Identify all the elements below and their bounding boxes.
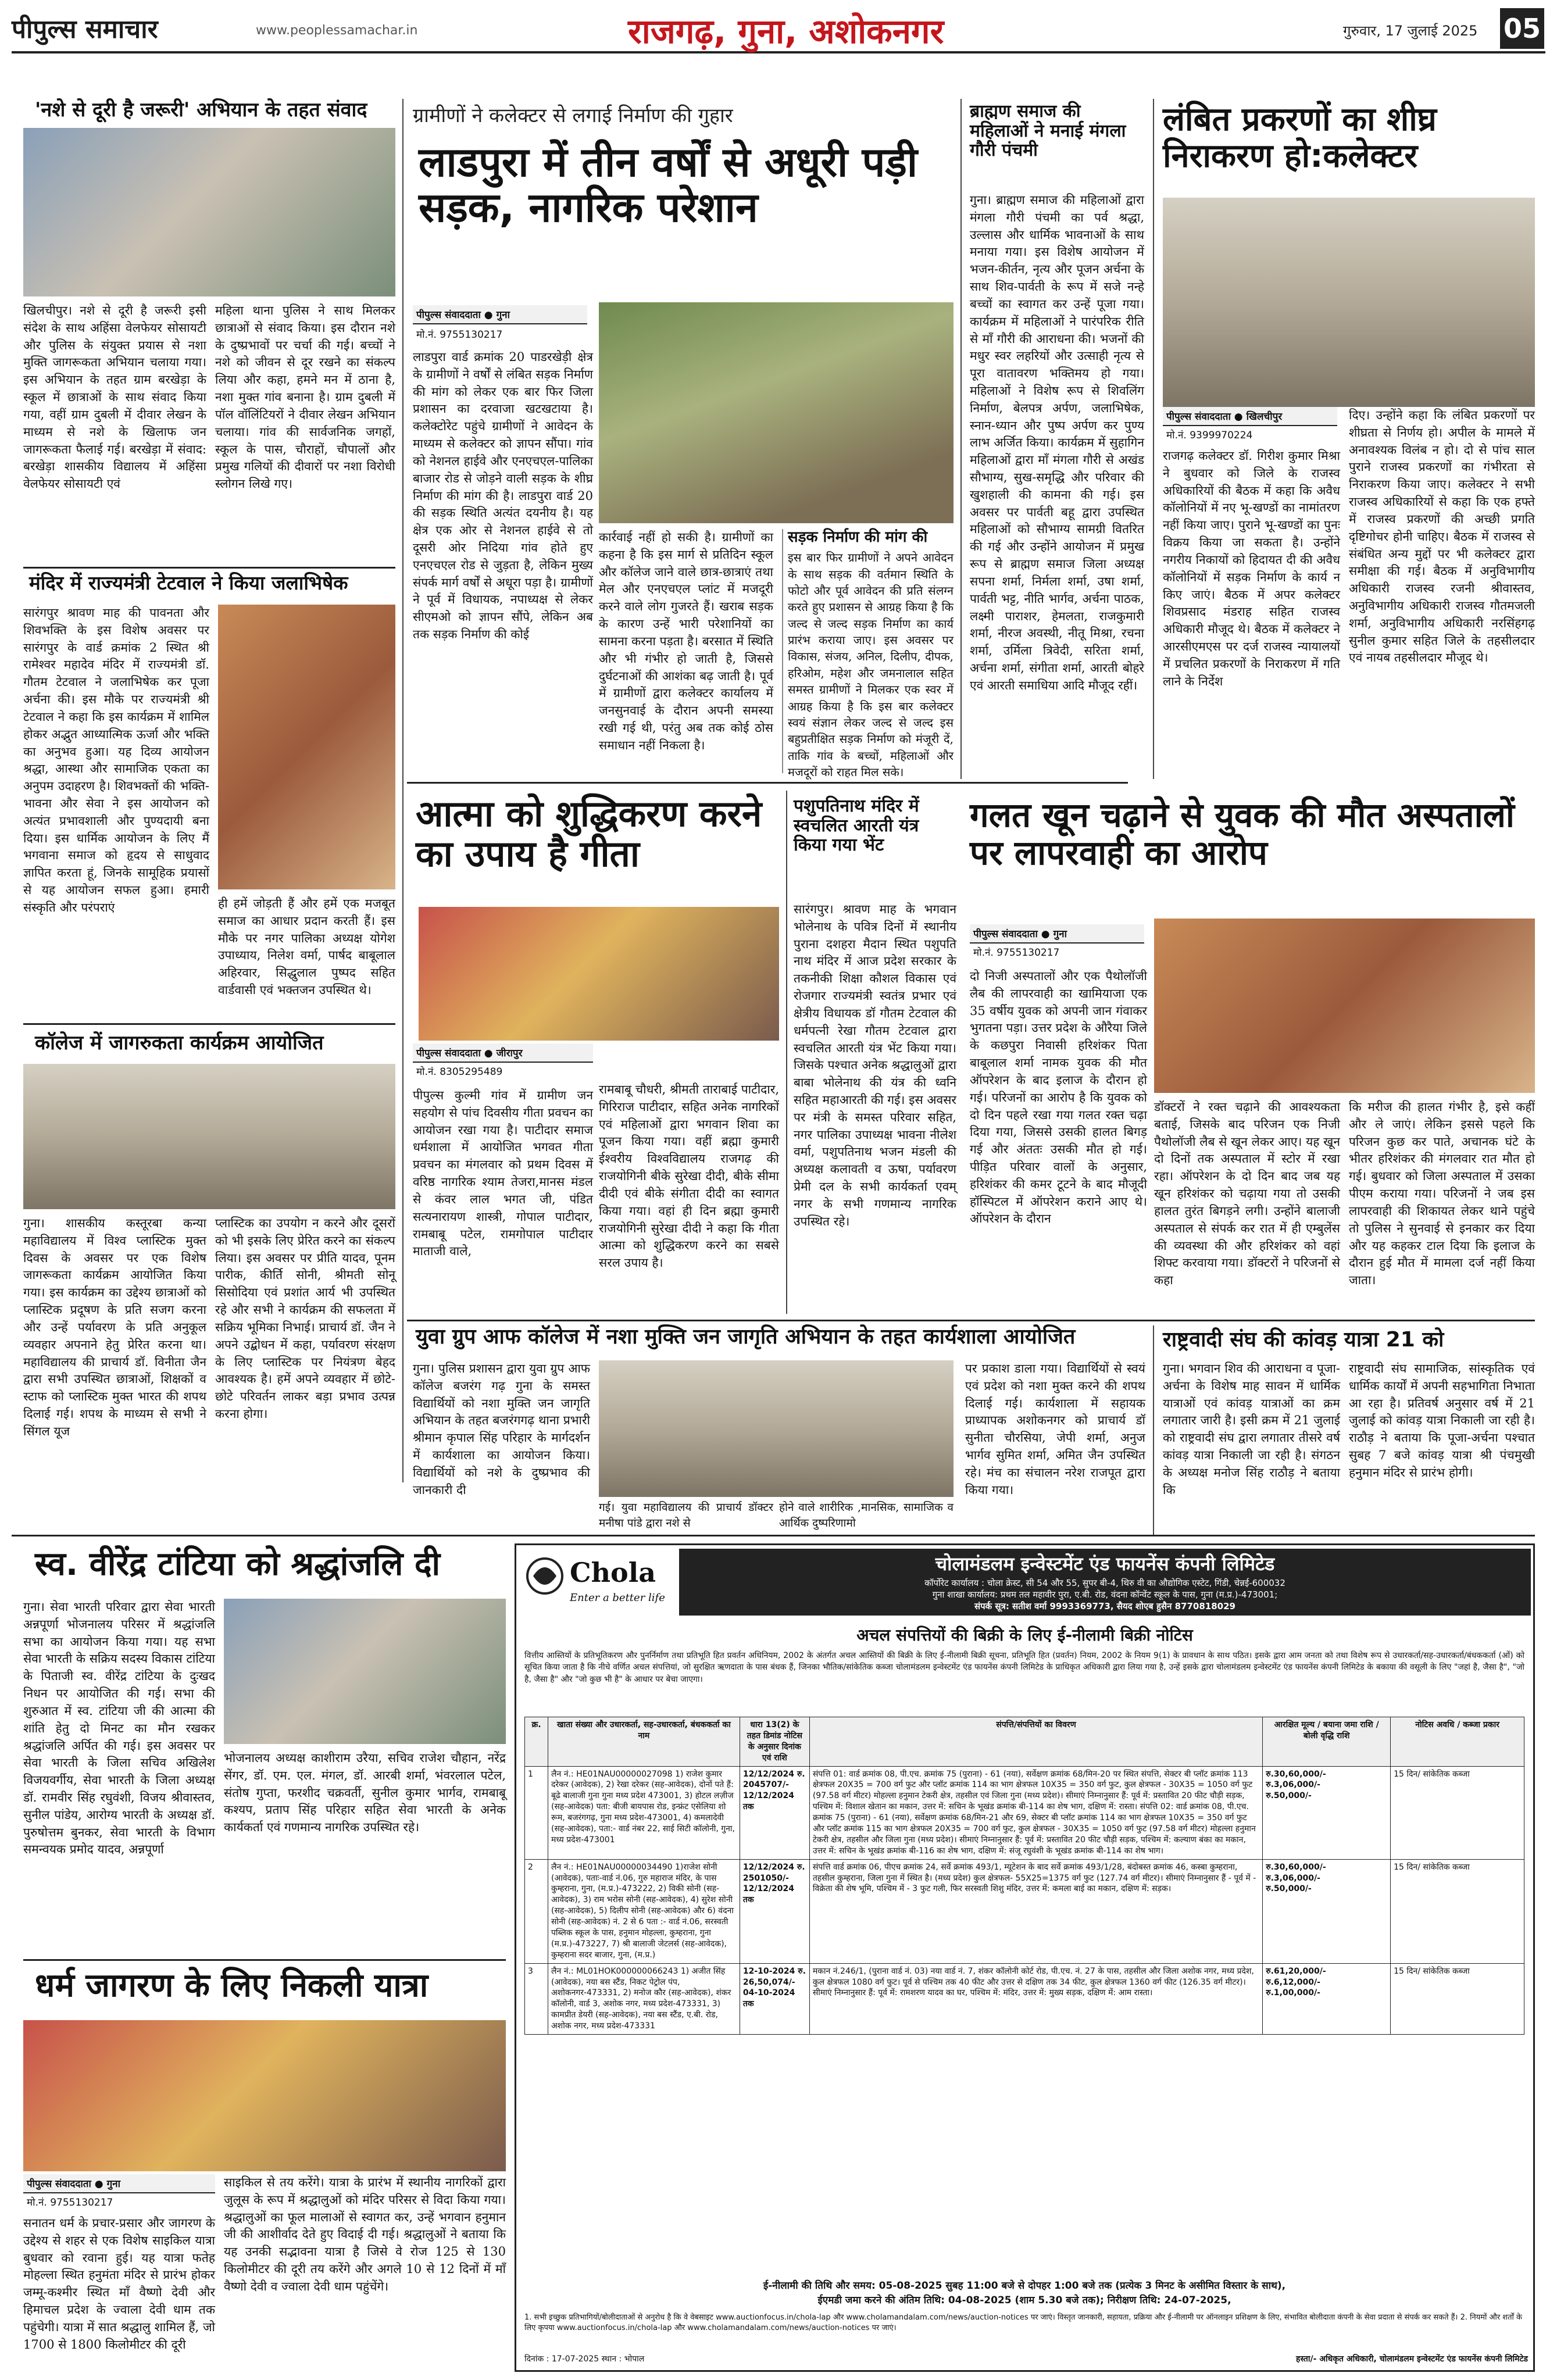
column-divider [402, 99, 403, 1482]
row-period: 15 दिन/ सांकेतिक कब्जा [1391, 1963, 1524, 2034]
emd-date-line: ईएमडी जमा करने की अंतिम तिथि: 04-08-2025 (शाम 5.30 बजे तक); निरीक्षण तिथि: 24-07-2025, [817, 2294, 1231, 2306]
story4-byline: पीपुल्स संवाददाता ● गुना [413, 305, 587, 324]
story12-col2: भोजनालय अध्यक्ष काशीराम उरैया, सचिव राजेश चौहान, नरेंद्र सेंगर, डॉ. एम. एल. मंगल, डॉ. आरबी शर्मा, भंवरलाल पटेल, संतोष गुप्ता, फरशीद चक्रवर्ती, सुनील कुमार भार्गव, रामबाबू कश्यप, प्रताप सिंह परिहार सहित सेवा भारती के अनेक कार्यकर्ता एवं गणमान्य नागरिक उपस्थित रहे। [224, 1751, 506, 1835]
row-reserve [1263, 1766, 1391, 1859]
column-divider [786, 791, 787, 1314]
story12-headline: स्व. वीरेंद्र टांटिया को श्रद्धांजलि दी [35, 1545, 441, 1583]
story1-headline: 'नशे से दूरी है जरूरी' अभियान के तहत संवाद [35, 98, 367, 121]
story4-box-text: इस बार फिर ग्रामीणों ने अपने आवेदन के साथ सड़क की वर्तमान स्थिति के फोटो और पूर्व आवेदन की प्रति संलग्न करते हुए प्रशासन से आग्रह किया है कि जल्द से जल्द सड़क निर्माण का कार्य प्रारंभ कराया जाए। इस अवसर पर विकास, संजय, अनिल, दिलीप, दीपक, हरिओम, महेश और जमनालाल सहित समस्त ग्रामीणों ने मिलकर एक स्वर में आग्रह किया है कि इस बार कलेक्टर स्वयं संज्ञान लेकर जल्द से जल्द इस बहुप्रतीक्षित सड़क निर्माण को मंजूरी दें, ताकि गांव के बच्चों, महिलाओं और मजदूरों को राहत मिल सके। [788, 551, 954, 780]
story1-col1: खिलचीपुर। नशे से दूरी है जरूरी इसी संदेश के साथ अहिंसा वेलफेयर सोसायटी और पुलिस के संयुक्त प्रयास से नशा मुक्ति जागरूकता अभियान चलाया गया। इस अभियान के तहत ग्राम बरखेड़ा के स्कूल में छात्राओं के साथ संवाद किया गया, वहीं ग्राम दुबली में दीवार लेखन के माध्यम से नशे के खिलाफ जन जागरूकता फैलाई गई। बरखेड़ा में संवाद: बरखेड़ा शासकीय विद्यालय में अहिंसा वेलफेयर सोसायटी एवं [23, 303, 206, 491]
story8-headline: पशुपतिनाथ मंदिर में स्वचलित आरती यंत्र किया गया भेंट [794, 796, 919, 856]
story7-mobile: मो.नं. 8305295489 [416, 1066, 503, 1078]
story10-caption2: होने वाले शारीरिक ,मानसिक, सामाजिक व आर्थिक दुष्परिणामो [779, 1501, 954, 1530]
header-borrower: खाता संख्या और उधारकर्ता, सह-उधारकर्ता, बंधककर्ता का नाम [548, 1717, 740, 1767]
story9-col3: कि मरीज की हालत गंभीर है, इसे कहीं और ले जाएं। लेकिन इससे पहले कि परिजन कुछ कर पाते, अचानक घंटे के भीतर हरिशंकर की मंगलवार रात मौत हो गई। बुधवार को जिला अस्पताल में उसका पीएम कराया गया। परिजनों ने जब इस लापरवाही की शिकायत लेकर थाने पहुंचे तो पुलिस ने सुनवाई से इनकार कर दिया और यह कहकर टाल दिया कि इलाज के दौरान हुई मौत में मामला दर्ज नहीं किया जाता। [1349, 1100, 1535, 1288]
story9-col2: डॉक्टरों ने रक्त चढ़ाने की आवश्यकता बताई, जिसके बाद परिजन एक निजी पैथोलॉजी लैब से खून लेकर आए। यह खून दो दिनों तक अस्पताल में स्टोर में रखा रहा। ऑपरेशन के दो दिन बाद जब यह खून हरिशंकर को चढ़ाया गया तो उसकी हालत तुरंत बिगड़ने लगी। उन्होंने बालाजी अस्पताल से संपर्क कर रात में ही एम्बुलेंस की व्यवस्था की और हरिशंकर को वहां शिफ्ट करवाया गया। डॉक्टरों ने परिजनों से कहा [1154, 1100, 1340, 1288]
page-number: 05 [1500, 8, 1544, 49]
story4-mobile: मो.नं. 9755130217 [416, 329, 503, 341]
row-reserve [1263, 1963, 1391, 2034]
story10-col1: गुना। पुलिस प्रशासन द्वारा युवा ग्रुप आफ कॉलेज बजरंग गढ़ गुना के समस्त विद्यार्थियों को नशा मुक्ति जन जागृति अभियान के तहत बजरंगगढ़ थाना प्रभारी श्रीमान कृपाल सिंह परिहार के मार्गदर्शन में कार्यशाला का आयोजन किया। विद्यार्थियों को नशे के दुष्प्रभाव की जानकारी दी [413, 1361, 590, 1497]
row-reserve [1263, 1859, 1391, 1963]
notice-footer-place: दिनांक : 17-07-2025 स्थान : भोपाल [524, 2354, 645, 2364]
table-row [525, 1766, 1524, 1859]
story4-headline: लाडपुरा में तीन वर्षों से अधूरी पड़ी सड़क, नागरिक परेशान [419, 138, 917, 232]
story1-col2: महिला थाना पुलिस ने साथ मिलकर छात्राओं से संवाद किया। इस दौरान नशे के दुष्प्रभावों पर चर्चा की गई। बच्चों ने नशे को जीवन से दूर रखने का संकल्प लिया और कहा, हमने मन में ठाना है, नशा मुक्त गांव बनाना है। ग्राम दुबली में पॉल वॉलिंटियरों ने दीवार लेखन अभियान चलाया। गांव की सार्वजनिक जगहों, स्कूल के पास, चौराहों, चौपालों और प्रमुख गलियों की दीवारों पर नशा विरोधी स्लोगन लिखे गए। [215, 303, 395, 491]
paper-logo: पीपुल्स समाचार [12, 15, 158, 44]
chola-reg-office: कॉर्पोरेट कार्यालय : चोला क्रेस्ट, सी 54 और 55, सुपर बी-4, थिरु वी का औद्योगिक एस्टेट, गिंडी, चेन्नई-600032 [924, 1578, 1285, 1588]
notice-terms: 1. सभी इच्छुक प्रतिभागियों/बोलीदाताओं से अनुरोध है कि वे वेबसाइट www.auctionfocus.in/chola-lap और www.cholamandalam.com/news/auction-notices पर जाएं। विस्तृत जानकारी, सहायता, प्रक्रिया और ई-नीलामी पर ऑनलाइन प्रशिक्षण के लिए, संभावित बोलीदाता कंपनी के सेवा प्रदाता से संपर्क कर सकते हैं। 2. नियमों और शर्तों के लिए कृपया www.auctionfocus.in/chola-lap और www.cholamandalam.com/news/auction-notices पर जाएं। [524, 2313, 1523, 2333]
story11-col2: राष्ट्रवादी संघ सामाजिक, सांस्कृतिक एवं धार्मिक कार्यों में अपनी सहभागिता निभाता आ रहा है। प्रतिवर्ष अनुसार वर्ष में 21 जुलाई को कांवड़ यात्रा निकाली जा रही है। राठौड़ ने बताया कि पूजा-अर्चना पश्चात सुबह 7 बजे कांवड़ यात्रा श्री पंचमुखी हनुमान मंदिर से प्रारंभ होगी। [1349, 1361, 1535, 1480]
issue-date: गुरुवार, 17 जुलाई 2025 [1343, 23, 1478, 39]
earnest-money: रु.3,06,000/- [1266, 1780, 1320, 1790]
story9-headline: गलत खून चढ़ाने से युवक की मौत अस्पतालों पर लापरवाही का आरोप [970, 795, 1515, 873]
story9-byline: पीपुल्स संवाददाता ● गुना [970, 924, 1144, 944]
row-demand: 12/12/2024 रु. 2045707/- 12/12/2024 तक [740, 1766, 809, 1859]
story13-headline: धर्म जागरण के लिए निकली यात्रा [35, 1967, 428, 2004]
story7-photo [419, 907, 779, 1041]
column-divider [960, 99, 962, 779]
story3-col1: गुना। शासकीय कस्तूरबा कन्या महाविद्यालय में विश्व प्लास्टिक मुक्त दिवस के अवसर पर एक विशेष जागरूकता कार्यक्रम आयोजित किया गया। इस कार्यक्रम का उद्देश्य छात्राओं को प्लास्टिक प्रदूषण के प्रति सजग करना और उन्हें पर्यावरण के प्रति अनुकूल व्यवहार अपनाने हेतु प्रेरित करना था। महाविद्यालय की प्राचार्य डॉ. विनीता जैन द्वारा सभी उपस्थित छात्राओं, शिक्षकों व स्टाफ को प्लास्टिक मुक्त भारत की शपथ दिलाई गई। शपथ के माध्यम से सभी ने सिंगल यूज [23, 1216, 206, 1438]
divider [23, 1023, 395, 1025]
story3-headline: कॉलेज में जागरुकता कार्यक्रम आयोजित [35, 1031, 324, 1055]
notice-table-wrap [524, 1717, 1524, 2275]
chola-company-name: चोलामंडलम इन्वेस्टमेंट एंड फायनेंस कंपनी लिमिटेड [935, 1553, 1275, 1575]
story10-headline: युवा ग्रुप आफ कॉलेज में नशा मुक्ति जन जागृति अभियान के तहत कार्यशाला आयोजित [416, 1325, 1076, 1349]
chola-brand: Chola [570, 1557, 656, 1588]
row-property: संपत्ति वार्ड क्रमांक 06, पीएच क्रमांक 24, सर्वे क्रमांक 493/1, म्यूटेशन के बाद सर्वे क्रमांक 493/1/28, बंदोबस्त क्रमांक 46, कस्बा कुम्हराना, तहसील कुम्हराना, जिला गुना में स्थित है। (मध्य प्रदेश) कुल क्षेत्रफल- 55X25=1375 वर्ग फुट (127.74 वर्ग मीटर)। सीमाएं निम्नानुसार हैं - पूर्व में - विक्रेता की शेष भूमि, पश्चिम में - 3 फुट गली, फिर सरस्वती शिशु मंदिर, उत्तर में: कमला बाई का मकान, दक्षिण में: सड़क। [809, 1859, 1262, 1963]
story4-box [782, 528, 954, 780]
row-period: 15 दिन/ सांकेतिक कब्जा [1391, 1859, 1524, 1963]
story13-byline: पीपुल्स संवाददाता ● गुना [23, 2174, 215, 2193]
notice-header-row [525, 1717, 1524, 1767]
story7-col2: रामबाबू चौधरी, श्रीमती ताराबाई पाटीदार, गिरिराज पाटीदार, सहित अनेक नागरिकों एवं महिलाओं द्वारा भगवान शिवा का पूजन किया गया। वहीं ब्रह्मा कुमारी ईश्वरीय विश्वविद्यालय राजगढ़ की राजयोगिनी बीके सुरेखा दीदी, बीके सीमा दीदी एवं बीके संगीता दीदी का स्वागत किया गया। वहां ही दिन ब्रह्मा कुमारी राजयोगिनी सुरेखा दीदी ने कहा कि गीता आत्मा को शुद्धिकरण करने का सबसे सरल उपाय है। [599, 1082, 779, 1270]
chola-advertisement [515, 1543, 1535, 2372]
story5-text: गुना। ब्राह्मण समाज की महिलाओं द्वारा मंगला गौरी पंचमी का पर्व श्रद्धा, उल्लास और धार्मिक भावनाओं के साथ मनाया गया। इस विशेष आयोजन में भजन-कीर्तन, नृत्य और पूजन अर्चना के साथ शिव-पार्वती के रूप में सजे नन्हे बच्चों का स्वागत कर उन्हें पूजा गया। कार्यक्रम में महिलाओं ने पारंपरिक रीति से माँ गौरी की आराधना की। भजनों की मधुर स्वर लहरियों और उत्साही नृत्य से पूरा वातावरण भक्तिमय हो गया। महिलाओं ने विशेष रूप से शिवलिंग निर्माण, बेलपत्र अर्पण, जलाभिषेक, स्नान-ध्यान और पुष्प अर्पण कर पुण्य लाभ अर्जित किया। कार्यक्रम में सुहागिन महिलाओं द्वारा माँ मंगला गौरी से अखंड सौभाग्य, सुख-समृद्धि और परिवार की खुशहाली की कामना की गई। इस अवसर पर पार्वती बहू द्वारा उपस्थित महिलाओं को सौभाग्य सामग्री वितरित की गई और उन्होंने आयोजन में प्रमुख रूप से ब्राह्मण समाज जिला अध्यक्ष सपना शर्मा, निर्मला शर्मा, उषा शर्मा, पार्वती भट्ट, नीति भार्गव, अर्चना पाठक, लक्ष्मी पाराशर, हेमलता, राजकुमारी शर्मा, नीरज अवस्थी, नीतू मिश्रा, रचना शर्मा, उर्मिला त्रिवेदी, सरिता शर्मा, अर्चना शर्मा, संगीता शर्मा, आरती बोहरे एवं आरती समाधिया आदि मौजूद रहीं। [970, 193, 1144, 692]
story2-headline: मंदिर में राज्यमंत्री टेटवाल ने किया जलाभिषेक [29, 571, 348, 594]
reserve-price: रु.30,60,000/- [1266, 1862, 1326, 1872]
chola-branch: गुना शाखा कार्यालय: प्रथम तल महावीर पुरा, ए.बी. रोड, वंदना कॉन्वेंट स्कूल के पास, गुना (म.प्र.)-473001; [932, 1589, 1278, 1600]
bid-increment: रु.50,000/- [1266, 1791, 1312, 1801]
row-borrower: लैन नं.: HE01NAU00000027098 1) राजेश कुमार दरेकर (आवेदक), 2) रेखा दरेकर (सह-आवेदक), दोनों पते हैं: बूढे बालाजी गुना गुना मध्य प्रदेश 473001, 3) होटल लज़ीज (सह-आवेदक) पता: बीजी बायपास रोड, इन्फ्रंट एसेलिया शो रूम, बजरंगगढ़, गुना मध्य प्रदेश-473001, 4) कमलादेवी (सह-आवेदक), पता:- वार्ड नंबर 22, साई सिटी कॉलोनी, गुना, मध्य प्रदेश-473001 [548, 1766, 740, 1859]
story8-text: सारंगपुर। श्रावण माह के भगवान भोलेनाथ के पवित्र दिनों में स्थानीय पुराना दशहरा मैदान स्थित पशुपति नाथ मंदिर में आज प्रदेश सरकार के तकनीकी शिक्षा कौशल विकास एवं रोजगार राज्यमंत्री स्वतंत्र प्रभार एवं क्षेत्रीय विधायक डॉ गौतम टेटवाल की धर्मपत्नी रेखा गौतम टेटवाल द्वारा स्वचलित आरती यंत्र भेंट किया गया। जिसके पश्चात अनेक श्रद्धालुओं द्वारा बाबा भोलेनाथ की यंत्र की ध्वनि सहित महाआरती की गई। इस अवसर पर मंत्री के समस्त परिवार सहित, नगर पालिका उपाध्यक्ष भावना नीलेश वर्मा, पशुपतिनाथ भजन मंडली की अध्यक्ष कलावती व ऊषा, पर्यावरण प्रेमी दल के सभी कार्यकर्ता एवम् नगर के सभी गणमान्य नागरिक उपस्थित रहे। [794, 902, 956, 1228]
row-borrower: लैन नं.: HE01NAU00000034490 1)राजेश सोनी (आवेदक), पताः-वार्ड नं.06, गुरु महाराज मंदिर, के पास कुम्हराना, गुना, (म.प्र.)-473222, 2) विकी सोनी (सह-आवेदक), 3) राम भरोस सोनी (सह-आवेदक), 4) सुरेश सोनी (सह-आवेदक), 5) दिलीप सोनी (सह-आवेदक) और 6) वंदना सोनी (सह-आवेदक) नं. 2 से 6 पता :- वार्ड नं.06, सरस्वती पब्लिक स्कूल के पास, हनुमान मोहल्ला, कुम्हराना, गुना (म.प्र.)-473227, 7) श्री बालाजी जेटलर्स (सह-आवेदक), कुम्हराना सदर बाजार, गुना, (म.प्र.) [548, 1859, 740, 1963]
row-demand: 12-10-2024 रु. 26,50,074/- 04-10-2024 तक [740, 1963, 809, 2034]
row-period: 15 दिन/ सांकेतिक कब्जा [1391, 1766, 1524, 1859]
story6-byline: पीपुल्स संवाददाता ● खिलचीपुर [1163, 407, 1337, 426]
story9-photo [1154, 919, 1535, 1093]
story12-col1: गुना। सेवा भारती परिवार द्वारा सेवा भारती अन्नपूर्णा भोजनालय परिसर में श्रद्धांजलि सभा का आयोजन किया गया। यह सभा सेवा भारती के सक्रिय सदस्य विकास टांटिया के पिताजी स्व. वीरेंद्र टांटिया के दुःखद निधन पर आयोजित की गई। सभा की शुरुआत में स्व. टांटिया जी की आत्मा की शांति हेतु दो मिनट का मौन रखकर श्रद्धांजलि अर्पित की गई। इस अवसर पर सेवा भारती के जिला सचिव अखिलेश विजयवर्गीय, सेवा भारती के जिला अध्यक्ष डॉ. रामवीर सिंह रघुवंशी, विजय श्रीवास्तव, सुनील पांडेय, आरोग्य भारती के अध्यक्ष डॉ. पुरुषोत्तम बुनकर, सेवा भारती के विभाग समन्वयक प्रमोद यादव, अन्नपूर्णा [23, 1600, 215, 1857]
story6-headline: लंबित प्रकरणों का शीघ्र निराकरण हो:कलेक्टर [1163, 101, 1437, 175]
auction-date-line: ई-नीलामी की तिथि और समय: 05-08-2025 सुबह 11:00 बजे से दोपहर 1:00 बजे तक (प्रत्येक 3 मिनट के असीमित विस्तार के साथ), [763, 2280, 1286, 2292]
story3-photo [23, 1064, 395, 1209]
row-property: मकान नं.246/1, (पुराना वार्ड नं. 03) नया वार्ड नं. 7, शंकर कॉलोनी कोर्ट रोड, पी.एच. नं. 27 के पास, तहसील और जिला अशोक नगर, मध्य प्रदेश, कुल क्षेत्रफल 1080 वर्ग फुट। पूर्व से पश्चिम तक 40 फीट और उत्तर से दक्षिण तक 34 फीट, कुल क्षेत्रफल 1360 वर्ग फीट (126.35 वर्ग मीटर)। सीमाएं निम्नानुसार हैं: पूर्व में: रामशरण यादव का घर, पश्चिम में: मंदिर, उत्तर में: मुख्य सड़क, दक्षिण में: आम रास्ता। [809, 1963, 1262, 2034]
story6-mobile: मो.नं. 9399970224 [1166, 430, 1253, 441]
story7-col1: पीपुल्स कुल्मी गांव में ग्रामीण जन सहयोग से पांच दिवसीय गीता प्रवचन का आयोजन रखा गया है। पाटीदार समाज धर्मशाला में आयोजित भगवत गीता प्रवचन का मंगलवार को प्रथम दिवस में वरिष्ठ नागरिक श्याम तेजरा,मानस मंडल से कंवर लाल भगत जी, पंडित सत्यनारायण शास्त्री, गोपाल पाटीदार, रामबाबू पटेल, रामगोपाल पाटीदार माताजी वाले, [413, 1088, 593, 1259]
bid-increment: रु.1,00,000/- [1266, 1988, 1320, 1998]
story7-byline: पीपुल्स संवाददाता ● जीरापुर [413, 1044, 593, 1063]
story4-box-title: सड़क निर्माण की मांग की [788, 528, 928, 546]
story12-photo [224, 1599, 506, 1744]
story11-headline: राष्ट्रवादी संघ की कांवड़ यात्रा 21 को [1163, 1328, 1444, 1352]
reserve-price: रु.30,60,000/- [1266, 1769, 1326, 1779]
row-sr: 3 [525, 1963, 548, 2034]
divider [23, 1959, 506, 1961]
row-sr: 1 [525, 1766, 548, 1859]
header-period: नोटिस अवधि / कब्जा प्रकार [1391, 1717, 1524, 1767]
notice-table [524, 1717, 1524, 2035]
header-demand: धारा 13(2) के तहत डिमांड नोटिस के अनुसार दिनांक एवं राशि [740, 1717, 809, 1767]
story11-col1: गुना। भगवान शिव की आराधना व पूजा-अर्चना के विशेष माह सावन में धार्मिक यात्राओं एवं कांवड़ यात्राओं का क्रम लगातार जारी है। इसी क्रम में 21 जुलाई को राष्ट्रवादी संघ द्वारा लगातार तीसरे वर्ष कांवड़ यात्रा निकाली जा रही है। संगठन के अध्यक्ष मनोज सिंह राठौड़ ने बताया कि [1163, 1361, 1340, 1497]
divider [407, 782, 1128, 784]
divider [407, 1320, 1535, 1321]
auction-dates [524, 2279, 1524, 2307]
story5-headline: ब्राह्मण समाज की महिलाओं ने मनाई मंगला गौरी पंचमी [970, 101, 1126, 161]
site-url[interactable]: www.peoplessamachar.in [256, 23, 418, 38]
story4-col2: कार्रवाई नहीं हो सकी है। ग्रामीणों का कहना है कि इस मार्ग से प्रतिदिन स्कूल और कॉलेज जाने वाले छात्र-छात्राएं तथा मेल और एनएचएल प्लांट में मजदूरी करने वाले लोग गुजरते हैं। खराब सड़क के कारण उन्हें भारी परेशानियों का सामना करना पड़ता है। बरसात में स्थिति और भी गंभीर हो जाती है, जिससे दुर्घटनाओं की आशंका बढ़ जाती है। पूर्व में ग्रामीणों द्वारा कलेक्टर कार्यालय में जनसुनवाई के दौरान अपनी समस्या रखी गई थी, परंतु अब तक कोई ठोस समाधान नहीं निकला है। [599, 530, 773, 752]
row-sr: 2 [525, 1859, 548, 1963]
table-row [525, 1963, 1524, 2034]
chola-tagline: Enter a better life [570, 1592, 665, 1604]
divider [23, 567, 395, 569]
story4-road-photo [599, 302, 954, 523]
chola-contact: संपर्क सूत्र: सतीश वर्मा 9993369773, सैयद शोएब हुसैन 8770818029 [974, 1601, 1235, 1611]
story6-col1: राजगढ़ कलेक्टर डॉ. गिरीश कुमार मिश्रा ने बुधवार को जिले के राजस्व अधिकारियों की बैठक में कहा कि अवैध कॉलोनियों में नए भू-खण्डों का नामांतरण नहीं किया जाए। पुराने भू-खण्डों का पुनः विक्रय किया जा सकता है। उन्होंने नगरीय निकायों को हिदायत दी की अवैध कॉलोनियों में सड़क निर्माण के कार्य न किए जाएं। बैठक में अपर कलेक्टर शिवप्रसाद मंडराह सहित राजस्व अधिकारी मौजूद थे। बैठक में कलेक्टर ने आरसीएमएस पर दर्ज राजस्व न्यायालयों में प्रचलित प्रकरणों के निराकरण में गति लाने के निर्देश [1163, 449, 1340, 688]
header-sr: क्र. [525, 1717, 548, 1767]
story10-caption: गई। युवा महाविद्यालय की प्राचार्य डॉक्टर मनीषा पांडे द्वारा नशे से [599, 1501, 773, 1530]
notice-footer-sign: हस्ता/- अधिकृत अधिकारी, चोलामंडलम इन्वेस्टमेंट एंड फायनेंस कंपनी लिमिटेड [1296, 2354, 1528, 2364]
story3-col2: प्लास्टिक का उपयोग न करने और दूसरों को भी इसके लिए प्रेरित करने का संकल्प लिया। इस अवसर पर प्रीति यादव, पूनम पारीक, कीर्ति सोनी, श्रीमती सोनू सिसोदिया एवं प्रशांत आर्य भी उपस्थित रहे और सभी ने कार्यक्रम की सफलता में सक्रिय भूमिका निभाई। प्राचार्य डॉ. जैन ने अपने उद्बोधन में कहा, पर्यावरण संरक्षण के लिए प्लास्टिक पर नियंत्रण बेहद आवश्यक है। हमें अपने व्यवहार में छोटे-छोटे परिवर्तन लाकर बड़ा प्रभाव उत्पन्न करना होगा। [215, 1216, 395, 1421]
story9-col1: दो निजी अस्पतालों और एक पैथोलॉजी लैब की लापरवाही का खामियाजा एक 35 वर्षीय युवक को अपनी जान गंवाकर भुगतना पड़ा। उत्तर प्रदेश के औरैया जिले के कछपुरा निवासी हरिशंकर पिता बाबूलाल शर्मा नामक युवक की मौत ऑपरेशन के बाद इलाज के दौरान हो गई। परिजनों का आरोप है कि युवक को दो दिन पहले रखा गया गलत रक्त चढ़ा दिया गया, जिससे उसकी हालत बिगड़ गई और अंततः उसकी मौत हो गई। पीड़ित परिवार वालों के अनुसार, हरिशंकर की कमर टूटने के बाद मौजूदी हॉस्पिटल में ऑपरेशन कराने आए थे। ऑपरेशन के दौरान [970, 969, 1147, 1226]
story2-col1: सारंगपुर श्रावण माह की पावनता और शिवभक्ति के इस विशेष अवसर पर सारंगपुर के वार्ड क्रमांक 2 स्थित श्री रामेश्वर महादेव मंदिर में राज्यमंत्री डॉ. गौतम टेटवाल ने जलाभिषेक कर पूजा अर्चना की। इस मौके पर राज्यमंत्री श्री टेटवाल ने कहा कि इस कार्यक्रम में शामिल होकर अद्भुत आध्यात्मिक ऊर्जा और भक्ति का अनुभव हुआ। यह दिव्य आयोजन श्रद्धा, आस्था और सामाजिक एकता का अनुपम उदाहरण है। शिवभक्तों की भक्ति-भावना और सेवा ने इस आयोजन को अत्यंत प्रभावशाली और पुण्यदायी बना दिया। इस धार्मिक आयोजन के लिए मैं भगवाना समाज को हृदय से साधुवाद ज्ञापित करता हूं, जिनके सामूहिक प्रयासों से यह आयोजन सफल हुआ। हमारी संस्कृति और परंपराएं [23, 606, 209, 914]
bid-increment: रु.50,000/- [1266, 1884, 1312, 1894]
column-divider [1153, 1325, 1154, 1535]
story1-photo [23, 128, 395, 296]
story6-photo [1163, 198, 1535, 407]
earnest-money: रु.3,06,000/- [1266, 1873, 1320, 1883]
header-property: संपत्ति/संपत्तियों का विवरण [809, 1717, 1262, 1767]
notice-title: अचल संपत्तियों की बिक्री के लिए ई-नीलामी बिक्री नोटिस [856, 1625, 1193, 1645]
story13-photo [23, 2020, 506, 2171]
story2-photo [218, 605, 395, 889]
story13-mobile: मो.नं. 9755130217 [27, 2197, 113, 2209]
earnest-money: रु.6,12,000/- [1266, 1977, 1320, 1987]
story10-photo [599, 1360, 954, 1497]
table-row [525, 1859, 1524, 1963]
column-divider [1153, 99, 1154, 779]
row-demand: 12/12/2024 रु. 2501050/- 12/12/2024 तक [740, 1859, 809, 1963]
header-reserve: आरक्षित मूल्य / बयाना जमा राशि / बोली वृद्धि राशि [1263, 1717, 1391, 1767]
row-borrower: लैन नं.: ML01HOK000000066243 1) अजीत सिंह (आवेदक), नया बस स्टैंड, निकट पेट्रोल पंप, अशोकनगर-473331, 2) मनोज कौर (सह-आवेदक), शंकर कॉलोनी, वार्ड 3, अशोक नगर, मध्य प्रदेश-473331, 3) कामप्रीत डेयरी (सह-आवेदक), नया बस स्टैंड, ए.बी. रोड, अशोक नगर, मध्य प्रदेश-473331 [548, 1963, 740, 2034]
story6-col2: दिए। उन्होंने कहा कि लंबित प्रकरणों पर शीघ्रता से निर्णय हो। अपील के मामले में अनावश्यक विलंब न हो। दो से पांच साल पुराने राजस्व प्रकरणों का गंभीरता से निराकरण किया जाए। कलेक्टर ने सभी राजस्व अधिकारियों से कहा कि एक हफ्ते में राजस्व प्रकरणों की अच्छी प्रगति दृष्टिगोचर होनी चाहिए। बैठक में राजस्व से संबंधित अन्य मुद्दों पर भी कलेक्टर द्वारा समीक्षा की गई। बैठक में अनुविभागीय अधिकारी राजस्व रजनी श्रीवास्तव, अनुविभागीय अधिकारी राजस्व गौतमजली शर्मा, अनुविभागीय अधिकारी नरसिंहगढ़ सुनील कुमार सहित जिले के तहसीलदार एवं नायब तहसीलदार मौजूद थे। [1349, 408, 1535, 665]
row-property: संपत्ति 01: वार्ड क्रमांक 08, पी.एच. क्रमांक 75 (पुराना) - 61 (नया), सर्वेक्षण क्रमांक 68/मिन-20 पर स्थित संपत्ति, सेक्टर बी प्लॉट क्रमांक 113 क्षेत्रफल 20X35 = 700 वर्ग फुट और प्लॉट क्रमांक 114 का भाग क्षेत्रफल 10X35 = 350 वर्ग फुट, कुल क्षेत्रफल - 30X35 = 1050 वर्ग फुट (97.58 वर्ग मीटर) मोहल्ला हनुमान टेकरी क्षेत्र, तहसील एवं जिला गुना (मध्य प्रदेश)। सीमाएं निम्नानुसार हैं: पूर्व में: प्रस्तावित 20 फीट चौड़ी सड़क, पश्चिम में: विशाल खेतान का मकान, उत्तर में: सचिन के भूखंड क्रमांक बी-114 का शेष भाग, दक्षिण में: रास्ता। संपत्ति 02: वार्ड क्रमांक 08, पी.एच. क्रमांक 75 (पुराना) - 61 (नया), सर्वेक्षण क्रमांक 68/मिन-21 और 69, सेक्टर बी प्लॉट क्रमांक 114 का भाग क्षेत्रफल 10X35 = 350 वर्ग फुट और प्लॉट क्रमांक 115 का भाग क्षेत्रफल 20X35 = 700 वर्ग फुट, कुल क्षेत्रफल - 30X35 = 1050 वर्ग फुट (97.58 वर्ग मीटर) मोहल्ला हनुमान टेकरी क्षेत्र, तहसील और जिला गुना (मध्य प्रदेश)। सीमाएं निम्नानुसार हैं: पूर्व में: प्रस्तावित 20 फीट चौड़ी सड़क, पश्चिम में: कल्याण बंका का मकान, उत्तर में: सचिन के भूखंड क्रमांक बी-116 का शेष भाग, दक्षिण में: संजू रघुवंशी के भूखंड क्रमांक बी-114 का शेष भाग। [809, 1766, 1262, 1859]
notice-intro: वित्तीय आस्तियों के प्रतिभूतिकरण और पुनर्निर्माण तथा प्रतिभूति हित प्रवर्तन अधिनियम, 2002 के अंतर्गत अचल आस्तियों की बिक्री के लिए ई-नीलामी बिक्री सूचना, प्रतिभूति हित (प्रवर्तन) नियम, 2002 के नियम 9(1) के प्रावधान के साथ पठित। इसके द्वारा आम जनता को तथा विशेष रूप से उधारकर्ता/सह-उधारकर्ता/बंधककर्ता (ओं) को सूचित किया जाता है कि नीचे वर्णित अचल संपत्तियां, जो सुरक्षित ऋणदाता के पास बंधक हैं, जिनका भौतिक/सांकेतिक कब्जा चोलामंडलम इन्वेस्टमेंट एंड फायनेंस कंपनी लिमिटेड के प्राधिकृत अधिकारी द्वारा लिया गया है, उन्हें इसके द्वारा चोलामंडलम इन्वेस्टमेंट एंड फायनेंस कंपनी लिमिटेड के बकाया की वसूली के लिए "जहां है, जैसा है", "जो है, जैसा है" और "जो कुछ भी है" के आधार पर बेचा जाएगा। [524, 1651, 1524, 1684]
divider [12, 1535, 1535, 1536]
masthead [12, 6, 1545, 53]
story4-kicker: ग्रामीणों ने कलेक्टर से लगाई निर्माण की गुहार [413, 104, 733, 127]
story4-col1: लाडपुरा वार्ड क्रमांक 20 पाडरखेड़ी क्षेत्र के ग्रामीणों ने वर्षों से लंबित सड़क निर्माण की मांग को लेकर एक बार फिर जिला प्रशासन का दरवाजा खटखटाया है। कलेक्टोरेट पहुंचे ग्रामीणों ने आवेदन के माध्यम से कलेक्टर को ज्ञापन सौंपा। गांव को नेशनल हाईवे और एनएचएल-पालिका बाजार रोड से जोड़ने वाली सड़क के शीघ्र निर्माण की मांग की है। लाडपुरा वार्ड 20 की सड़क स्थिति अत्यंत दयनीय है। यह क्षेत्र एक ओर से नेशनल हाईवे से तो दूसरी ओर निदिया गांव होते हुए एनएचएल रोड से जुड़ता है, लेकिन मुख्य संपर्क मार्ग वर्षों से अधूरा पड़ा है। ग्रामीणों ने पूर्व में विधायक, नपाध्यक्ष से लेकर सीएमओ को ज्ञापन सौंपे, लेकिन अब तक सड़क निर्माण की कोई [413, 350, 593, 641]
chola-logo [522, 1551, 673, 1615]
reserve-price: रु.61,20,000/- [1266, 1966, 1326, 1976]
story13-col1: सनातन धर्म के प्रचार-प्रसार और जागरण के उद्देश्य से शहर से एक विशेष साइकिल यात्रा बुधवार को रवाना हुई। यह यात्रा फतेह मोहल्ला स्थित हनुमंता मंदिर से प्रारंभ होकर जम्मू-कश्मीर स्थित माँ वैष्णो देवी और हिमाचल प्रदेश के ज्वाला देवी धाम तक पहुंचेगी। यात्रा में सात श्रद्धालु शामिल हैं, जो 1700 से 1800 किलोमीटर की दूरी [23, 2216, 215, 2352]
section-title: राजगढ़, गुना, अशोकनगर [628, 12, 944, 51]
story13-col2: साइकिल से तय करेंगे। यात्रा के प्रारंभ में स्थानीय नागरिकों द्वारा जुलूस के रूप में श्रद्धालुओं को मंदिर परिसर से विदा किया गया। श्रद्धालुओं का फूल मालाओं से स्वागत कर, उन्हें भगवान हनुमान जी की आशीर्वाद देते हुए विदाई दी गई। श्रद्धालुओं ने बताया कि यह उनकी सद्भावना यात्रा है जिसे वे रोज 125 से 130 किलोमीटर की दूरी तय करेंगे और अगले 10 से 12 दिनों में माँ वैष्णो देवी व ज्वाला देवी धाम पहुंचेंगे। [224, 2175, 506, 2293]
chola-emblem-icon [524, 1556, 565, 1596]
story10-col3: पर प्रकाश डाला गया। विद्यार्थियों से स्वयं एवं प्रदेश को नशा मुक्त करने की शपथ दिलाई गई। कार्यशाला में सहायक प्राध्यापक अशोकनगर को प्राचार्य डॉ सुनीता चौरसिया, जेपी शर्मा, अनुज भार्गव सुमित शर्मा, अमित जैन उपस्थित रहे। मंच का संचालन नरेश राजपूत द्वारा किया गया। [965, 1361, 1145, 1497]
story7-headline: आत्मा को शुद्धिकरण करने का उपाय है गीता [416, 792, 762, 875]
story2-col2: ही हमें जोड़ती हैं और हमें एक मजबूत समाज का आधार प्रदान करती हैं। इस मौके पर नगर पालिका अध्यक्ष योगेश उपाध्याय, निलेश वर्मा, पार्षद बाबूलाल अहिरवार, सिद्धुलाल पुष्पद सहित वार्डवासी एवं भक्तजन उपस्थित थे। [218, 896, 395, 998]
chola-company-banner [679, 1549, 1531, 1616]
story9-mobile: मो.नं. 9755130217 [973, 947, 1060, 959]
